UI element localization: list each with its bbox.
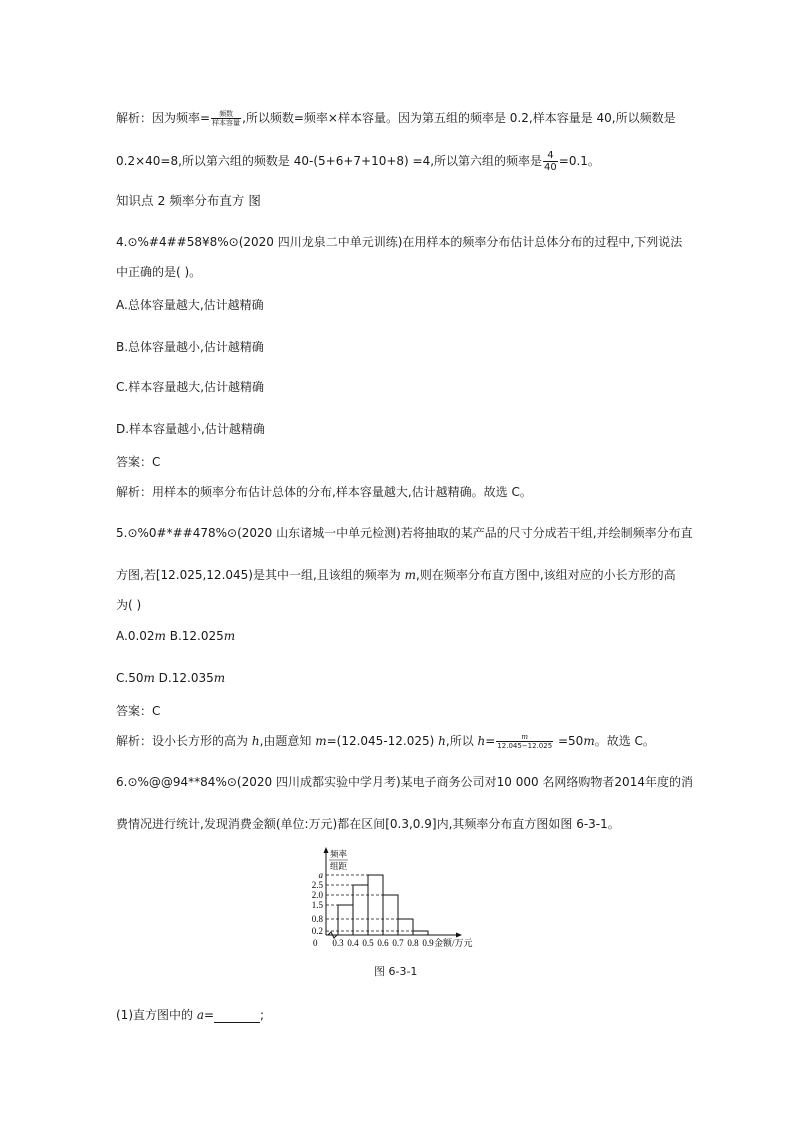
y-tick-label: a <box>318 870 323 880</box>
q5-analysis <box>116 733 655 750</box>
x-tick-label: 0.3 <box>332 938 344 948</box>
text-span: =0.1。 <box>558 154 600 168</box>
math-var: m <box>223 629 236 643</box>
histogram-bar <box>413 931 428 935</box>
text-span: ,由题意知 <box>259 734 316 748</box>
fraction <box>543 150 558 173</box>
fraction-denominator: 40 <box>544 162 557 173</box>
text-span: =(12.045-12.025) <box>326 734 439 748</box>
q6-stem-line1: 6.⊙%@@94**84%⊙(2020 四川成都实验中学月考)某电子商务公司对10 000 名网络购物者2014年度的消 <box>116 775 693 789</box>
q4-stem-line2: 中正确的是( )。 <box>116 265 202 279</box>
x-tick-label: 0.7 <box>392 938 404 948</box>
x-tick-label: 0.9 <box>422 938 434 948</box>
text-span: D.12.035 <box>154 671 214 685</box>
math-var: m <box>404 568 416 582</box>
x-tick-label: 0.8 <box>407 938 419 948</box>
q4-option-c: C.样本容量越大,估计越精确 <box>116 380 265 394</box>
y-axis-label-denominator: 组距 <box>330 861 348 871</box>
fraction-numerator: m <box>496 733 553 742</box>
fraction-denominator: 12.045−12.025 <box>497 742 553 750</box>
text-span: ,所以 <box>445 734 478 748</box>
math-var: m <box>213 671 226 685</box>
y-tick-label: 2.0 <box>311 890 323 900</box>
frequency-histogram <box>296 843 506 951</box>
q5-options-ab <box>116 628 235 644</box>
text-span: C.50 <box>116 671 144 685</box>
math-var: h <box>477 734 486 748</box>
text-span: 。故选 C。 <box>594 734 655 748</box>
figure-caption: 图 6-3-1 <box>374 965 418 978</box>
q4-analysis: 解析：用样本的频率分布估计总体的分布,样本容量越大,估计越精确。故选 C。 <box>116 485 532 499</box>
y-tick-label: 1.5 <box>311 900 323 910</box>
q5-answer: 答案：C <box>116 704 161 718</box>
origin-label: 0 <box>313 938 318 948</box>
text-span: A.0.02 <box>116 629 155 643</box>
q4-option-b: B.总体容量越小,估计越精确 <box>116 340 264 354</box>
q3-analysis-line2 <box>116 150 600 173</box>
y-axis-label-numerator: 频率 <box>330 849 348 859</box>
x-tick-label: 0.4 <box>347 938 359 948</box>
math-var: m <box>315 734 327 748</box>
y-tick-label: 0.2 <box>311 926 323 936</box>
math-var: a <box>196 1008 204 1022</box>
histogram-bar <box>398 919 413 935</box>
histogram-bar <box>338 905 353 935</box>
y-tick-label: 0.8 <box>311 914 323 924</box>
x-tick-label: 0.6 <box>377 938 389 948</box>
q4-answer: 答案：C <box>116 455 161 469</box>
q5-options-cd <box>116 670 225 686</box>
q6-stem-line2: 费情况进行统计,发现消费金额(单位:万元)都在区间[0.3,0.9]内,其频率分布直方图如图 6-3-1。 <box>116 817 620 831</box>
q4-stem-line1: 4.⊙%#4##58¥8%⊙(2020 四川龙泉二中单元训练)在用样本的频率分布估计总体分布的过程中,下列说法 <box>116 235 683 249</box>
text-span: B.12.025 <box>165 629 224 643</box>
fraction <box>496 733 553 750</box>
text-span: = <box>485 734 496 748</box>
math-var: m <box>583 734 595 748</box>
answer-blank[interactable] <box>214 1010 260 1023</box>
x-tick-label: 0.5 <box>362 938 374 948</box>
x-axis-label: 金额/万元 <box>434 938 473 948</box>
text-span: 方图,若[12.025,12.045)是其中一组,且该组的频率为 <box>116 568 405 582</box>
q3-analysis-line1 <box>116 110 676 127</box>
q5-stem-line2 <box>116 567 676 583</box>
q5-stem-line3: 为( ) <box>116 598 142 612</box>
q6-subquestion-1 <box>116 1007 264 1023</box>
text-span: ,则在频率分布直方图中,该组对应的小长方形的高 <box>416 568 676 582</box>
text-span: ; <box>260 1008 265 1022</box>
text-span: =50 <box>554 734 584 748</box>
text-span: 解析：设小长方形的高为 <box>116 734 252 748</box>
q5-stem-line1: 5.⊙%0#*##478%⊙(2020 山东诸城一中单元检测)若将抽取的某产品的尺寸分成若干组,并绘制频率分布直 <box>116 526 693 540</box>
math-var: h <box>251 734 260 748</box>
histogram-bar <box>368 875 383 935</box>
fraction-numerator: 4 <box>543 150 558 162</box>
math-var: m <box>154 629 166 643</box>
text-span: 0.2×40=8,所以第六组的频数是 40-(5+6+7+10+8) =4,所以第六组的频率是 <box>116 154 543 168</box>
histogram-bar <box>353 885 368 935</box>
math-var: m <box>143 671 155 685</box>
text-span: (1)直方图中的 <box>116 1008 197 1022</box>
math-var: h <box>438 734 446 748</box>
q4-option-d: D.样本容量越小,估计越精确 <box>116 422 265 436</box>
fraction-numerator: 频数 <box>211 110 241 119</box>
y-axis-arrow <box>324 847 329 853</box>
fraction <box>211 110 241 127</box>
text-span: 解析：因为频率= <box>116 111 211 125</box>
section-heading: 知识点 2 频率分布直方 图 <box>116 193 261 208</box>
y-tick-label: 2.5 <box>311 880 323 890</box>
text-span: ,所以频数=频率×样本容量。因为第五组的频率是 0.2,样本容量是 40,所以频数是 <box>242 111 676 125</box>
fraction-denominator: 样本容量 <box>212 119 241 127</box>
x-axis-arrow <box>456 933 462 938</box>
histogram-bar <box>383 895 398 935</box>
text-span: = <box>203 1008 215 1022</box>
q4-option-a: A.总体容量越大,估计越精确 <box>116 298 264 312</box>
